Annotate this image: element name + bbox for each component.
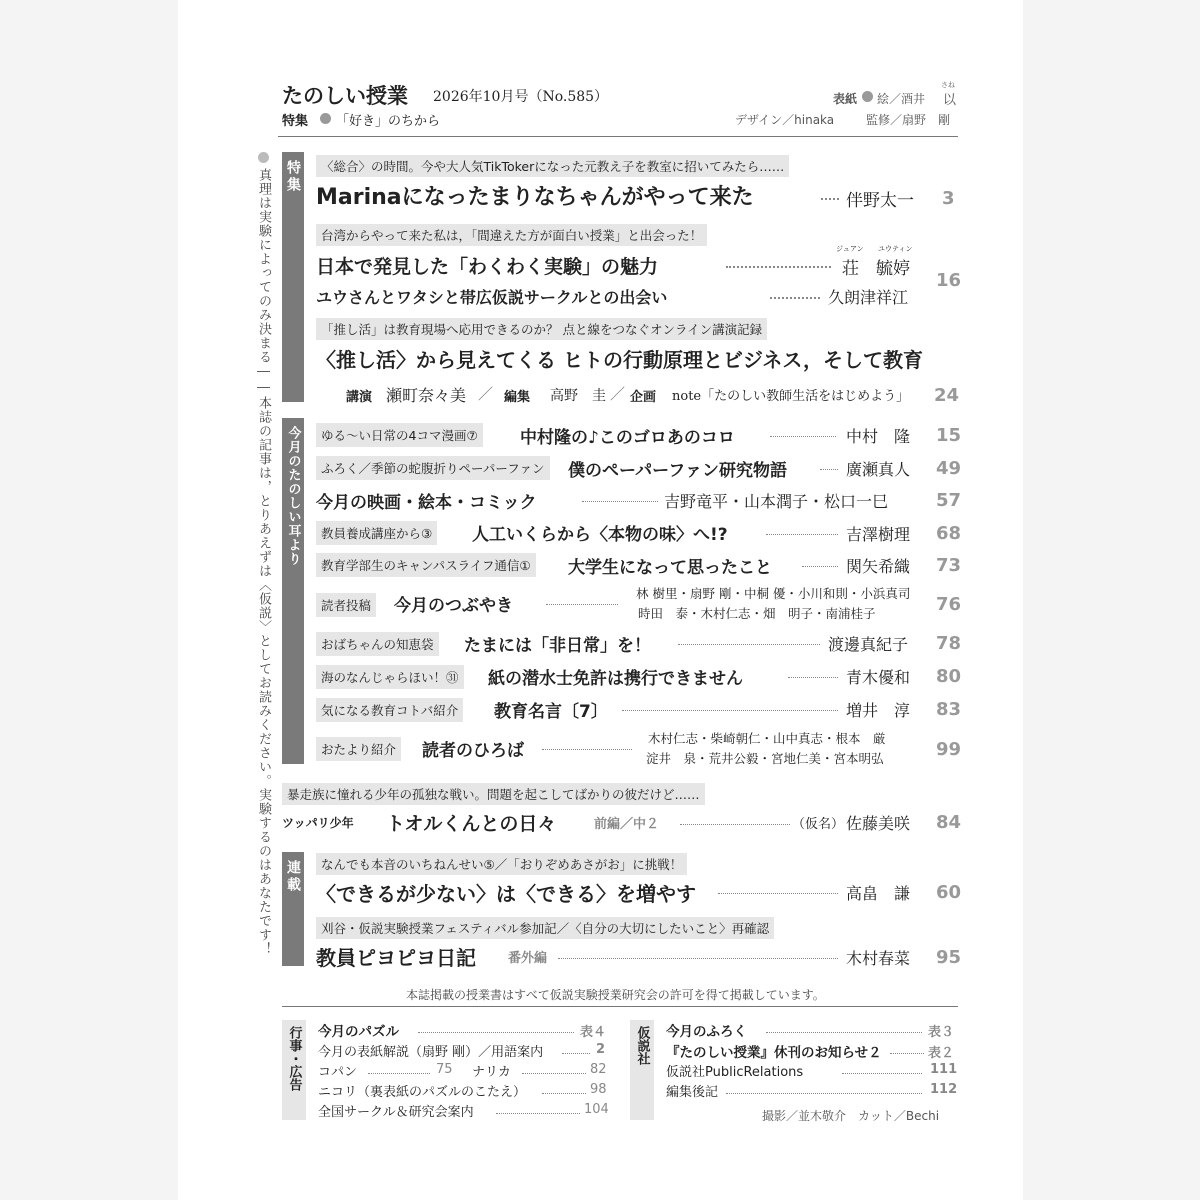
feature-2-subtitle[interactable]: ユウさんとワタシと帯広仮説サークルとの出会い: [316, 288, 668, 307]
leader-dots: [546, 604, 618, 605]
leader-dots: [726, 266, 831, 268]
footer-item-title[interactable]: 『たのしい授業』休刊のお知らせ２: [666, 1045, 882, 1061]
monthly-page: 99: [936, 739, 962, 760]
monthly-title[interactable]: 人工いくらから〈本物の味〉へ!?: [472, 525, 728, 545]
toc-page: [178, 0, 1023, 1200]
footer-item-title[interactable]: コパン: [318, 1065, 358, 1080]
footer-item-page: 2: [596, 1042, 606, 1057]
leader-dots: [770, 436, 836, 437]
serial-2-banner: 刈谷・仮説実験授業フェスティバル参加記／〈自分の大切にしたいこと〉再確認: [316, 917, 774, 939]
slash-separator: ／: [478, 385, 494, 403]
footer-item-page: 75: [436, 1062, 453, 1077]
monthly-tag: 教育学部生のキャンパスライフ通信①: [316, 553, 536, 577]
footer-item-title[interactable]: ナリカ: [472, 1065, 511, 1080]
feature-3-title[interactable]: 〈推し活〉から見えてくる ヒトの行動原理とビジネス，そして教育: [316, 348, 923, 372]
serial-1-page: 60: [936, 882, 962, 903]
serial-2-page: 95: [936, 947, 962, 968]
leader-dots: [542, 1093, 586, 1094]
leader-dots: [821, 198, 839, 200]
footer-item-title[interactable]: 全国サークル＆研究会案内: [318, 1105, 474, 1120]
monthly-author: 林 樹里・扇野 剛・中桐 優・小川和則・小浜真司: [636, 586, 911, 601]
tsuppari-page: 84: [936, 812, 962, 833]
leader-dots: [582, 501, 658, 502]
tsuppari-sub: 前編／中２: [594, 817, 660, 832]
leader-dots: [680, 824, 790, 825]
section-bar-feature: 特集: [282, 152, 304, 402]
slash-separator: ／: [610, 385, 626, 403]
serial-2-sub: 番外編: [508, 951, 548, 966]
feature-3-page: 24: [934, 385, 960, 406]
bullet-dot-icon: [320, 113, 331, 124]
leader-dots: [558, 958, 838, 959]
cover-name-last: 以: [943, 93, 957, 108]
monthly-page: 78: [936, 633, 962, 654]
monthly-title[interactable]: 今月の映画・絵本・コミック: [316, 493, 537, 513]
feature-1-banner: 〈総合〉の時間。今や大人気TikTokerになった元教え子を教室に招いてみたら……: [316, 155, 789, 177]
monthly-title[interactable]: 中村隆の♪このゴロあのコロ: [520, 428, 735, 448]
monthly-author: 吉野竜平・山本潤子・松口一巳: [664, 492, 889, 511]
monthly-title[interactable]: 今月のつぶやき: [394, 596, 513, 616]
leader-dots: [788, 677, 838, 678]
leader-dots: [770, 297, 820, 299]
monthly-page: 76: [936, 594, 962, 615]
feature-2-ruby-1: ジュアン: [836, 245, 864, 253]
leader-dots: [802, 566, 838, 567]
footer-item-page: 112: [930, 1082, 958, 1097]
feature-1-page: 3: [942, 188, 955, 209]
lecture-label: 講演: [346, 390, 373, 405]
photo-credit: 撮影／並木敬介 カット／Bechi: [762, 1109, 940, 1123]
feature-title: 「好き」のちから: [336, 114, 441, 129]
leader-dots: [368, 1073, 430, 1074]
serial-2-author: 木村春菜: [846, 949, 911, 968]
leader-dots: [418, 1032, 574, 1033]
leader-dots: [542, 749, 632, 750]
leader-dots: [562, 1053, 590, 1054]
section-bar-serial: 連載: [282, 852, 304, 966]
cover-illustrator: 絵／酒井: [877, 92, 926, 106]
footer-item-page: 111: [930, 1062, 958, 1077]
footer-item-title[interactable]: 今月のふろく: [666, 1024, 747, 1040]
feature-2-author: 荘 毓婷: [842, 259, 910, 279]
design-credit: デザイン／hinaka: [735, 113, 835, 127]
monthly-author: 吉澤樹理: [846, 525, 911, 544]
serial-1-banner: なんでも本音のいちねんせい⑤／「おりぞめあさがお」に挑戦！: [316, 853, 687, 875]
cover-ruby: さね: [941, 81, 955, 89]
serial-1-title[interactable]: 〈できるが少ない〉は〈できる〉を増やす: [316, 882, 696, 906]
leader-dots: [726, 1093, 922, 1094]
feature-2-author-2: 久朗津祥江: [828, 288, 909, 307]
monthly-tag: 気になる教育コトバ紹介: [316, 698, 463, 722]
feature-2-title[interactable]: 日本で発見した「わくわく実験」の魅力: [316, 256, 659, 278]
footer-item-page: 82: [590, 1062, 607, 1077]
bullet-dot-icon: [862, 91, 873, 102]
issue-number: 2026年10月号（No.585）: [433, 89, 609, 105]
monthly-tag: おばちゃんの知恵袋: [316, 632, 439, 656]
leader-dots: [622, 710, 838, 711]
footer-item-page: 98: [590, 1082, 607, 1097]
monthly-title[interactable]: 読者のひろば: [422, 741, 524, 761]
monthly-author: 廣瀬真人: [846, 460, 911, 479]
monthly-tag: 教員養成講座から③: [316, 521, 437, 545]
feature-2-ruby-2: ユウティン: [878, 245, 913, 253]
serial-1-author: 高畠 謙: [846, 884, 911, 903]
footer-item-title[interactable]: 今月のパズル: [318, 1024, 399, 1040]
feature-1-author: 伴野太一: [846, 191, 914, 211]
monthly-tag: おたより紹介: [316, 737, 401, 761]
magazine-title: たのしい授業: [282, 84, 408, 108]
lecturer-name: 瀬町奈々美: [386, 386, 467, 405]
cover-credit-label: 表紙: [833, 92, 858, 106]
monthly-author-2: 淀井 泉・荒井公毅・宮地仁美・宮本明弘: [646, 751, 884, 766]
footer-item-page: 表３: [928, 1025, 955, 1040]
footer-label-events: 行事・広告: [282, 1020, 306, 1120]
monthly-author: 渡邊真紀子: [828, 635, 909, 654]
footer-divider: [282, 1006, 958, 1007]
footer-item-title[interactable]: ニコリ（裏表紙のパズルのこたえ）: [318, 1085, 527, 1100]
monthly-page: 68: [936, 523, 962, 544]
monthly-tag: 読者投稿: [316, 593, 376, 617]
monthly-tag: 海のなんじゃらほい！㉛: [316, 665, 464, 689]
monthly-title[interactable]: 教育名言〔7〕: [494, 702, 608, 722]
leader-dots: [766, 1032, 922, 1033]
monthly-title[interactable]: 紙の潜水士免許は携行できません: [488, 669, 743, 689]
footer-item-page: 104: [584, 1102, 609, 1117]
side-note: 真理は実験によってのみ決まる――本誌の記事は，とりあえずは〈仮説〉としてお読みください。実験するのはあなたです！: [256, 168, 271, 956]
footer-item-title[interactable]: 編集後記: [666, 1085, 719, 1100]
monthly-author: 青木優和: [846, 668, 911, 687]
footer-item-page: 表４: [580, 1025, 607, 1040]
leader-dots: [820, 469, 838, 470]
monthly-title[interactable]: たまには「非日常」を！: [464, 636, 651, 656]
monthly-page: 15: [936, 425, 962, 446]
feature-2-banner: 台湾からやって来た私は，「間違えた方が面白い授業」と出会った！: [316, 224, 707, 246]
header-divider: [278, 136, 958, 137]
monthly-author-2: 時田 泰・木村仁志・畑 明子・南浦桂子: [638, 606, 876, 621]
monthly-tag: ふろく／季節の蛇腹折りペーパーファン: [316, 456, 550, 480]
serial-2-title[interactable]: 教員ピヨピヨ日記: [316, 946, 476, 970]
tsuppari-kamei: （仮名）: [792, 817, 845, 832]
edit-label: 編集: [504, 390, 531, 405]
feature-3-banner: 「推し活」は教育現場へ応用できるのか？ 点と線をつなぐオンライン講演記録: [316, 318, 767, 340]
bullet-dot-icon: [258, 152, 269, 163]
footer-item-page: 表２: [928, 1046, 955, 1061]
monthly-author: 関矢希織: [846, 557, 911, 576]
leader-dots: [718, 893, 838, 894]
tsuppari-label: ツッパリ少年: [282, 816, 354, 830]
permission-note: 本誌掲載の授業書はすべて仮説実験授業研究会の許可を得て掲載しています。: [406, 988, 825, 1002]
monthly-page: 49: [936, 458, 962, 479]
feature-1-title[interactable]: Marinaになったまりなちゃんがやって来た: [316, 185, 754, 210]
monthly-page: 83: [936, 699, 962, 720]
leader-dots: [496, 1113, 580, 1114]
section-bar-monthly: 今月のたのしい耳より: [282, 418, 304, 764]
tsuppari-banner: 暴走族に憧れる少年の孤独な戦い。問題を起こしてばかりの彼だけど……: [282, 783, 705, 805]
tsuppari-title[interactable]: トオルくんとの日々: [386, 813, 557, 835]
footer-label-kasetsusha: 仮説社: [630, 1020, 654, 1120]
leader-dots: [766, 534, 838, 535]
monthly-author: 木村仁志・柴崎朝仁・山中真志・根本 厳: [648, 731, 886, 746]
planner-name: note「たのしい教師生活をはじめよう」: [672, 389, 910, 404]
monthly-tag: ゆる～い日常の4コマ漫画⑦: [316, 423, 483, 447]
footer-item-title[interactable]: 今月の表紙解説（扇野 剛）／用語案内: [318, 1045, 544, 1060]
footer-item-title[interactable]: 仮説社PublicRelations: [666, 1065, 804, 1080]
editor-name: 高野 圭: [550, 388, 606, 404]
plan-label: 企画: [630, 390, 657, 405]
monthly-page: 80: [936, 666, 962, 687]
monthly-author: 中村 隆: [846, 427, 911, 446]
leader-dots: [678, 644, 820, 645]
feature-label: 特集: [282, 114, 309, 129]
leader-dots: [842, 1073, 922, 1074]
monthly-page: 73: [936, 555, 962, 576]
feature-2-page: 16: [936, 270, 962, 291]
monthly-title[interactable]: 僕のペーパーファン研究物語: [568, 461, 787, 481]
tsuppari-author: 佐藤美咲: [846, 814, 911, 833]
monthly-page: 57: [936, 490, 962, 511]
leader-dots: [890, 1053, 924, 1054]
monthly-title[interactable]: 大学生になって思ったこと: [568, 558, 772, 578]
supervise-credit: 監修／扇野 剛: [866, 113, 951, 127]
monthly-author: 増井 淳: [846, 701, 911, 720]
leader-dots: [522, 1073, 586, 1074]
